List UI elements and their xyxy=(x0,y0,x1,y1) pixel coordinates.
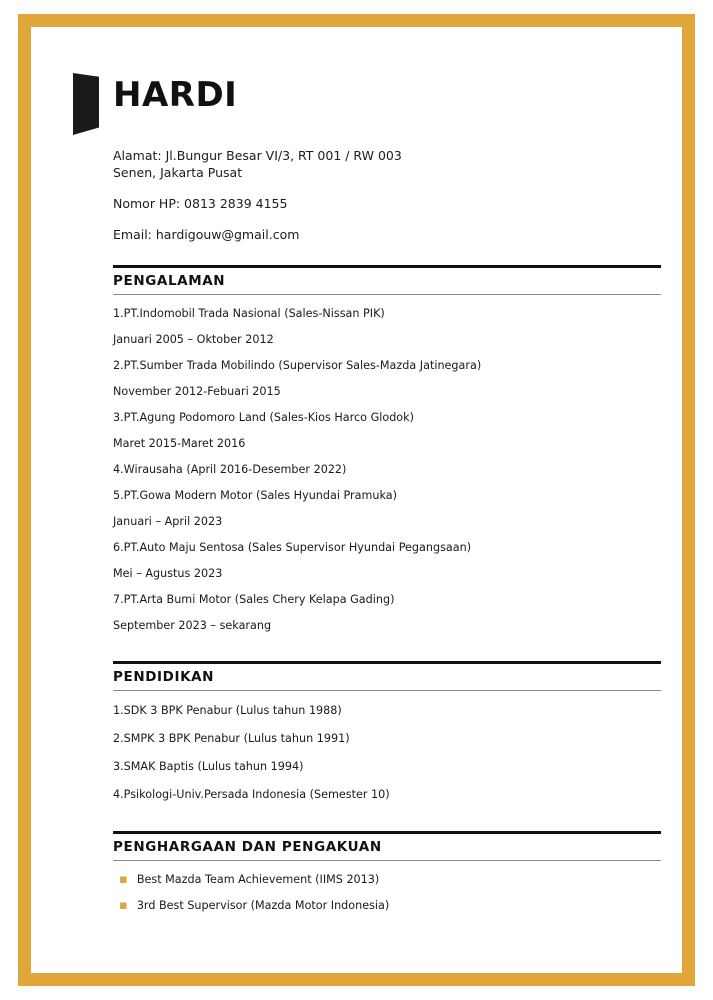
list-item: Maret 2015-Maret 2016 xyxy=(113,437,246,450)
list-item: 1.PT.Indomobil Trada Nasional (Sales-Nissan PIK) xyxy=(113,307,385,320)
contact-block xyxy=(113,147,661,243)
section-divider xyxy=(113,265,661,268)
address-line-1: Alamat: Jl.Bungur Besar VI/3, RT 001 / RW 003 xyxy=(113,148,402,163)
list-item: 5.PT.Gowa Modern Motor (Sales Hyundai Pramuka) xyxy=(113,489,398,502)
section-education xyxy=(113,661,661,809)
section-experience xyxy=(113,265,661,639)
list-item xyxy=(113,867,661,893)
bullet-icon: ▪ xyxy=(119,898,128,913)
list-item: 4.Wirausaha (April 2016-Desember 2022) xyxy=(113,463,347,476)
address-line-2: Senen, Jakarta Pusat xyxy=(113,165,243,180)
name-header xyxy=(91,75,661,141)
section-title-experience: PENGALAMAN xyxy=(113,273,661,295)
education-list xyxy=(113,697,661,809)
list-item: November 2012-Febuari 2015 xyxy=(113,385,281,398)
section-title-awards: PENGHARGAAN DAN PENGAKUAN xyxy=(113,839,661,861)
list-item: Januari – April 2023 xyxy=(113,515,223,528)
list-item: Januari 2005 – Oktober 2012 xyxy=(113,333,274,346)
award-label: Best Mazda Team Achievement (IIMS 2013) xyxy=(136,873,380,886)
experience-list xyxy=(113,301,661,639)
list-item: September 2023 – sekarang xyxy=(113,619,272,632)
list-item: 1.SDK 3 BPK Penabur (Lulus tahun 1988) xyxy=(113,704,342,717)
email-line: Email: hardigouw@gmail.com xyxy=(113,227,300,242)
list-item: 3.SMAK Baptis (Lulus tahun 1994) xyxy=(113,760,304,773)
resume-content xyxy=(91,75,661,919)
section-title-education: PENDIDIKAN xyxy=(113,669,661,691)
awards-list xyxy=(113,867,661,919)
list-item xyxy=(113,893,661,919)
list-item: 7.PT.Arta Bumi Motor (Sales Chery Kelapa Gading) xyxy=(113,593,395,606)
list-item: 2.PT.Sumber Trada Mobilindo (Supervisor Sales-Mazda Jatinegara) xyxy=(113,359,482,372)
award-label: 3rd Best Supervisor (Mazda Motor Indonesia) xyxy=(136,899,390,912)
list-item: Mei – Agustus 2023 xyxy=(113,567,223,580)
pennant-icon xyxy=(73,73,99,135)
list-item: 3.PT.Agung Podomoro Land (Sales-Kios Harco Glodok) xyxy=(113,411,414,424)
section-awards xyxy=(113,831,661,919)
page-title: HARDI xyxy=(113,75,238,115)
list-item: 4.Psikologi-Univ.Persada Indonesia (Semester 10) xyxy=(113,788,390,801)
section-divider xyxy=(113,661,661,664)
page-border-frame xyxy=(18,14,695,986)
phone-line: Nomor HP: 0813 2839 4155 xyxy=(113,196,288,211)
list-item: 2.SMPK 3 BPK Penabur (Lulus tahun 1991) xyxy=(113,732,350,745)
list-item: 6.PT.Auto Maju Sentosa (Sales Supervisor Hyundai Pegangsaan) xyxy=(113,541,472,554)
section-divider xyxy=(113,831,661,834)
bullet-icon: ▪ xyxy=(119,872,128,887)
